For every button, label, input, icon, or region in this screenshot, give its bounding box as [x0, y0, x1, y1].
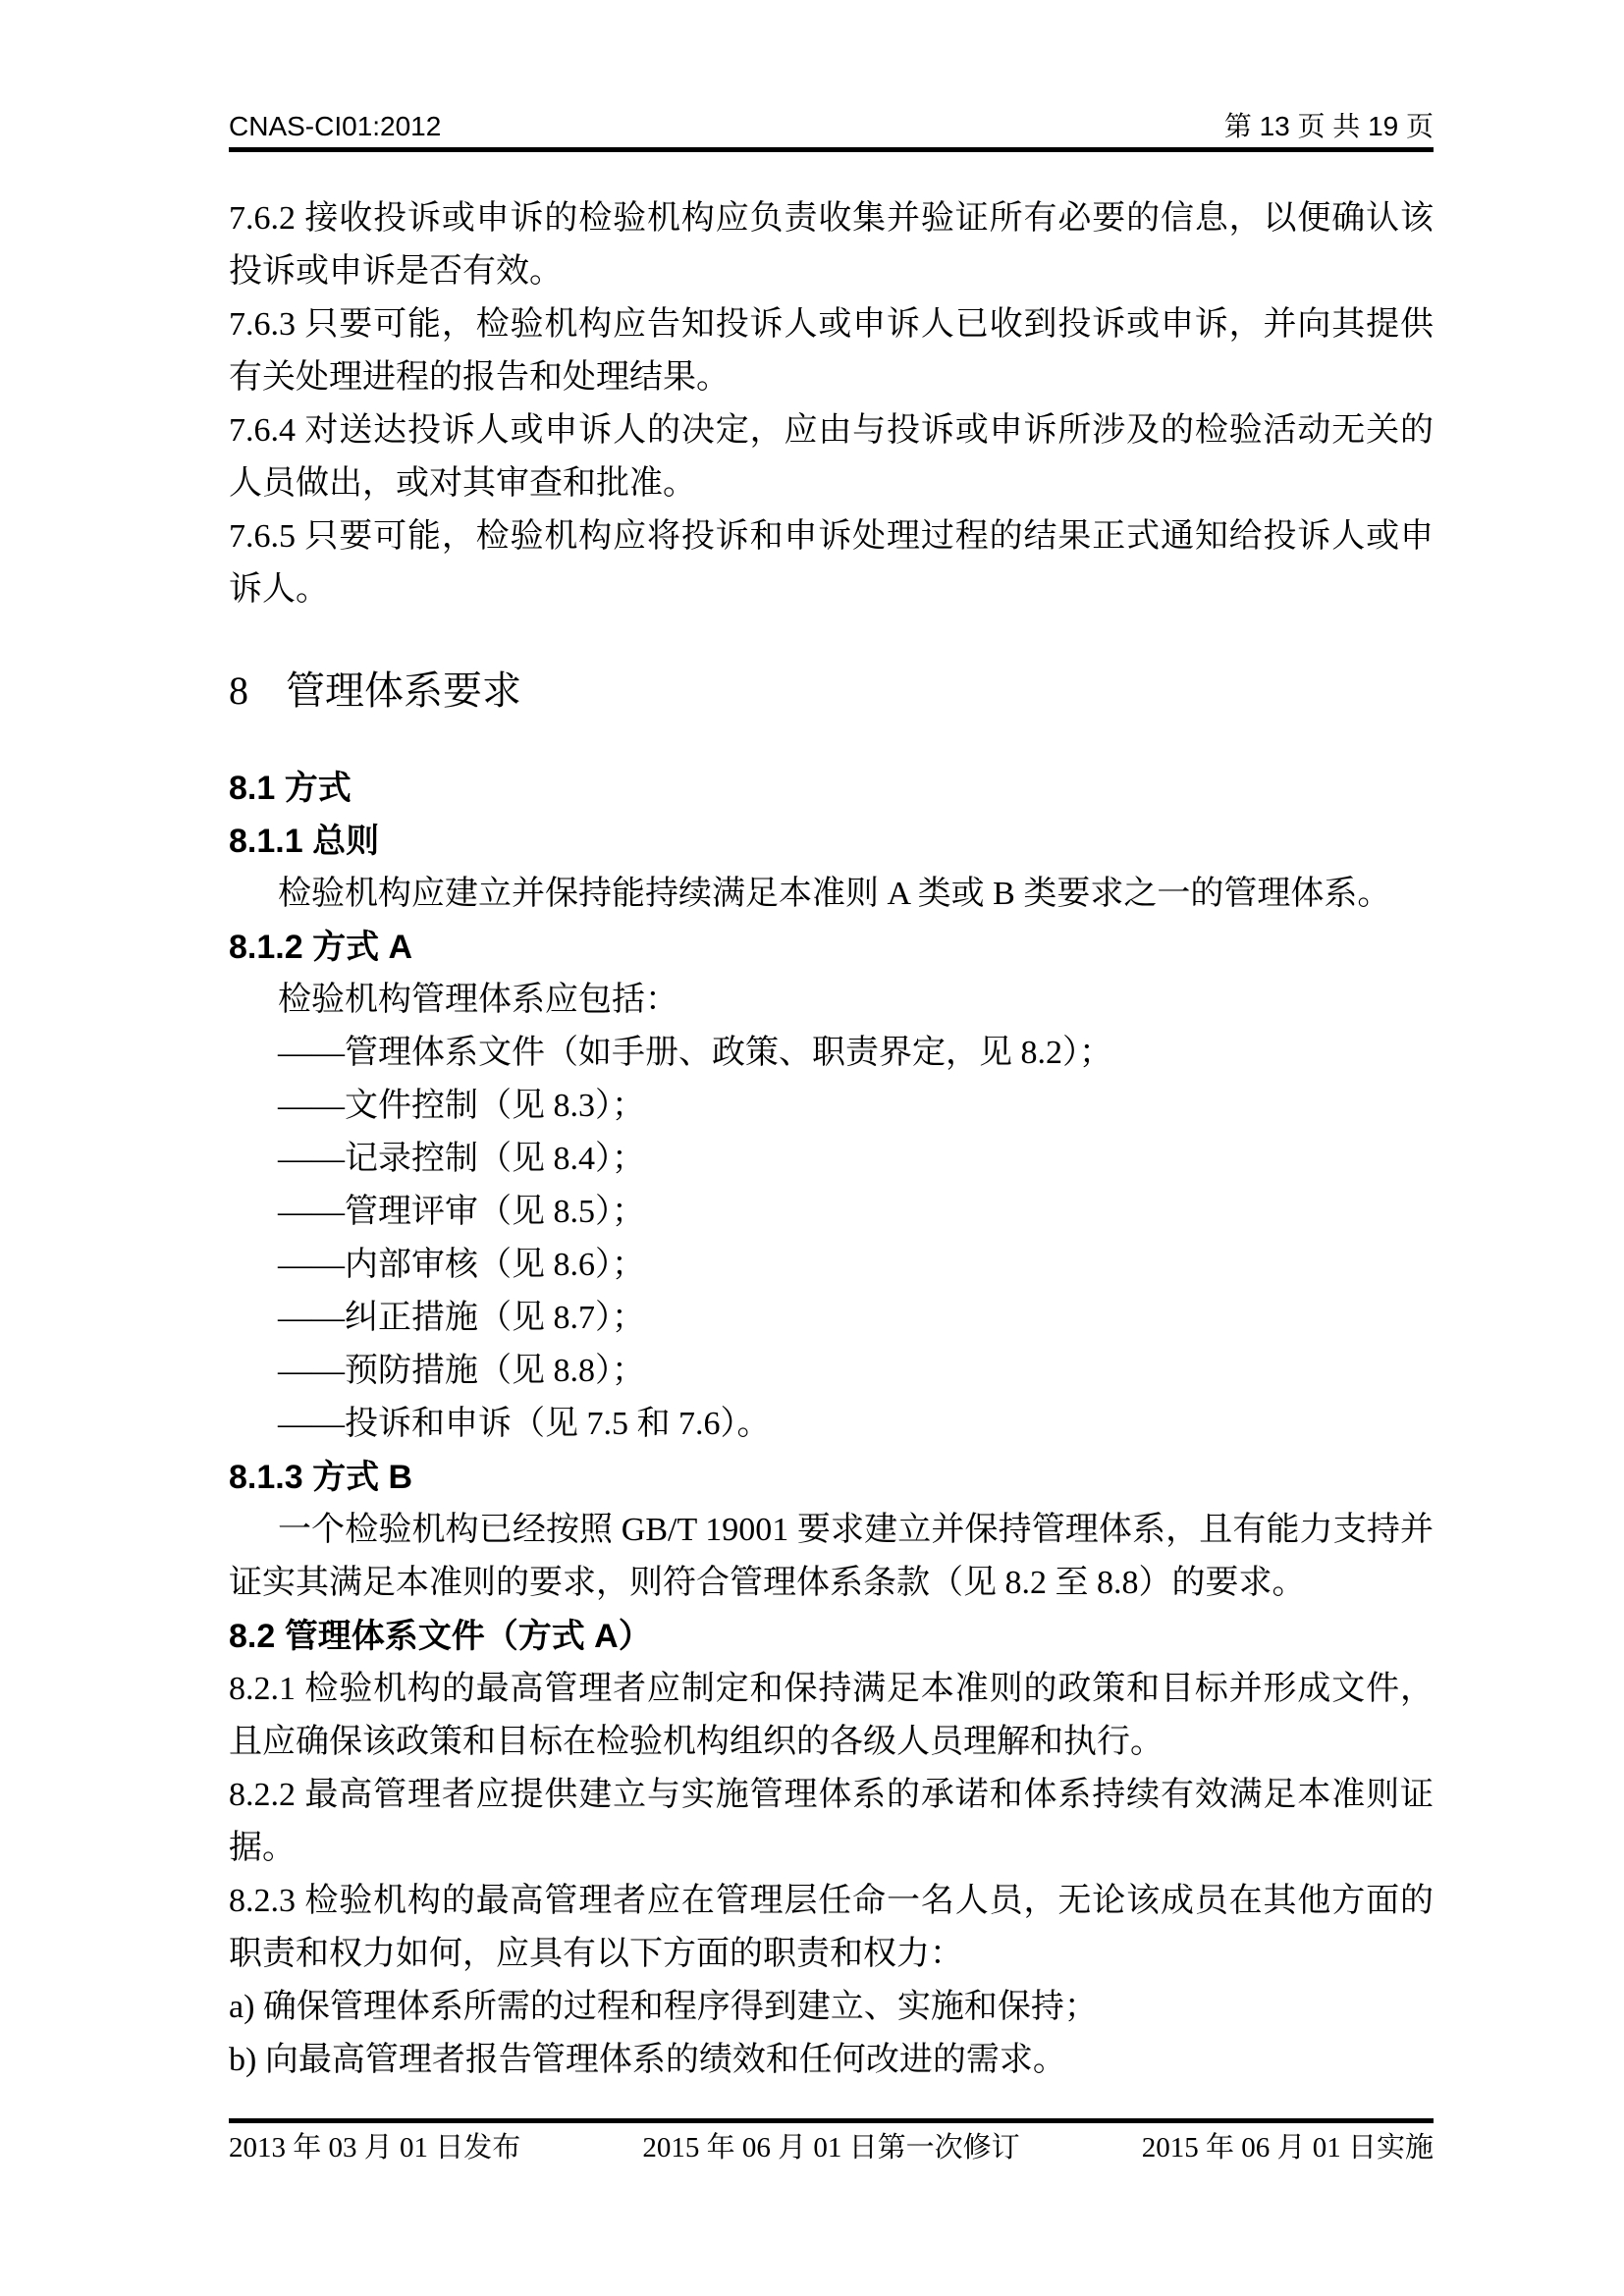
list-item: ——预防措施（见 8.8）； [278, 1353, 645, 1389]
header-rule [229, 147, 1434, 152]
section-heading: 8.2 管理体系文件（方式 A） [229, 1618, 652, 1655]
chapter-number: 8 [229, 668, 248, 713]
header-doc-code: CNAS-CI01:2012 [229, 111, 442, 141]
paragraph: 7.6.5 只要可能，检验机构应将投诉和申诉处理过程的结果正式通知给投诉人或申诉人。 [229, 518, 1434, 608]
footer-revision-date: 2015 年 06 月 01 日第一次修订 [642, 2132, 1020, 2163]
indented-paragraph: 检验机构管理体系应包括： [278, 982, 678, 1018]
page-header [229, 110, 1434, 143]
paragraph: a) 确保管理体系所需的过程和程序得到建立、实施和保持； [229, 1989, 1098, 2025]
page-footer [229, 2128, 1434, 2167]
footer-rule [229, 2118, 1434, 2123]
paragraph: 7.6.4 对送达投诉人或申诉人的决定，应由与投诉或申诉所涉及的检验活动无关的人员做出，或对其审查和批准。 [229, 412, 1434, 502]
footer-implementation-date: 2015 年 06 月 01 日实施 [1141, 2132, 1434, 2163]
indented-paragraph: 检验机构应建立并保持能持续满足本准则 A 类或 B 类要求之一的管理体系。 [278, 876, 1391, 912]
chapter-title: 管理体系要求 [286, 668, 521, 713]
paragraph: 8.2.3 检验机构的最高管理者应在管理层任命一名人员，无论该成员在其他方面的职责和权力如何，应具有以下方面的职责和权力： [229, 1883, 1434, 1972]
list-item: ——投诉和申诉（见 7.5 和 7.6）。 [278, 1406, 771, 1442]
paragraph: 7.6.2 接收投诉或申诉的检验机构应负责收集并验证所有必要的信息，以便确认该投诉或申诉是否有效。 [229, 200, 1434, 290]
section-heading: 8.1.1 总则 [229, 823, 380, 860]
footer-issue-date: 2013 年 03 月 01 日发布 [229, 2132, 521, 2163]
list-item: ——纠正措施（见 8.7）； [278, 1300, 645, 1336]
paragraph: 7.6.3 只要可能，检验机构应告知投诉人或申诉人已收到投诉或申诉，并向其提供有关处理进程的报告和处理结果。 [229, 306, 1434, 396]
document-body [229, 192, 1434, 2087]
paragraph: 8.2.2 最高管理者应提供建立与实施管理体系的承诺和体系持续有效满足本准则证据。 [229, 1777, 1434, 1866]
list-item: ——内部审核（见 8.6）； [278, 1247, 645, 1283]
paragraph: 8.2.1 检验机构的最高管理者应制定和保持满足本准则的政策和目标并形成文件，且应确保该政策和目标在检验机构组织的各级人员理解和执行。 [229, 1671, 1434, 1760]
list-item: ——管理体系文件（如手册、政策、职责界定，见 8.2）； [278, 1035, 1112, 1071]
paragraph: b) 向最高管理者报告管理体系的绩效和任何改进的需求。 [229, 2042, 1066, 2078]
list-item: ——文件控制（见 8.3）； [278, 1088, 645, 1124]
list-item: ——管理评审（见 8.5）； [278, 1194, 645, 1230]
indented-paragraph: 一个检验机构已经按照 GB/T 19001 要求建立并保持管理体系，且有能力支持并证实其满足本准则的要求，则符合管理体系条款（见 8.2 至 8.8）的要求。 [229, 1512, 1434, 1601]
section-heading: 8.1 方式 [229, 770, 352, 807]
chapter-heading [229, 664, 1434, 719]
list-item: ——记录控制（见 8.4）； [278, 1141, 645, 1177]
section-heading: 8.1.3 方式 B [229, 1459, 413, 1496]
section-heading: 8.1.2 方式 A [229, 929, 413, 966]
header-page-info: 第 13 页 共 19 页 [1223, 111, 1434, 141]
